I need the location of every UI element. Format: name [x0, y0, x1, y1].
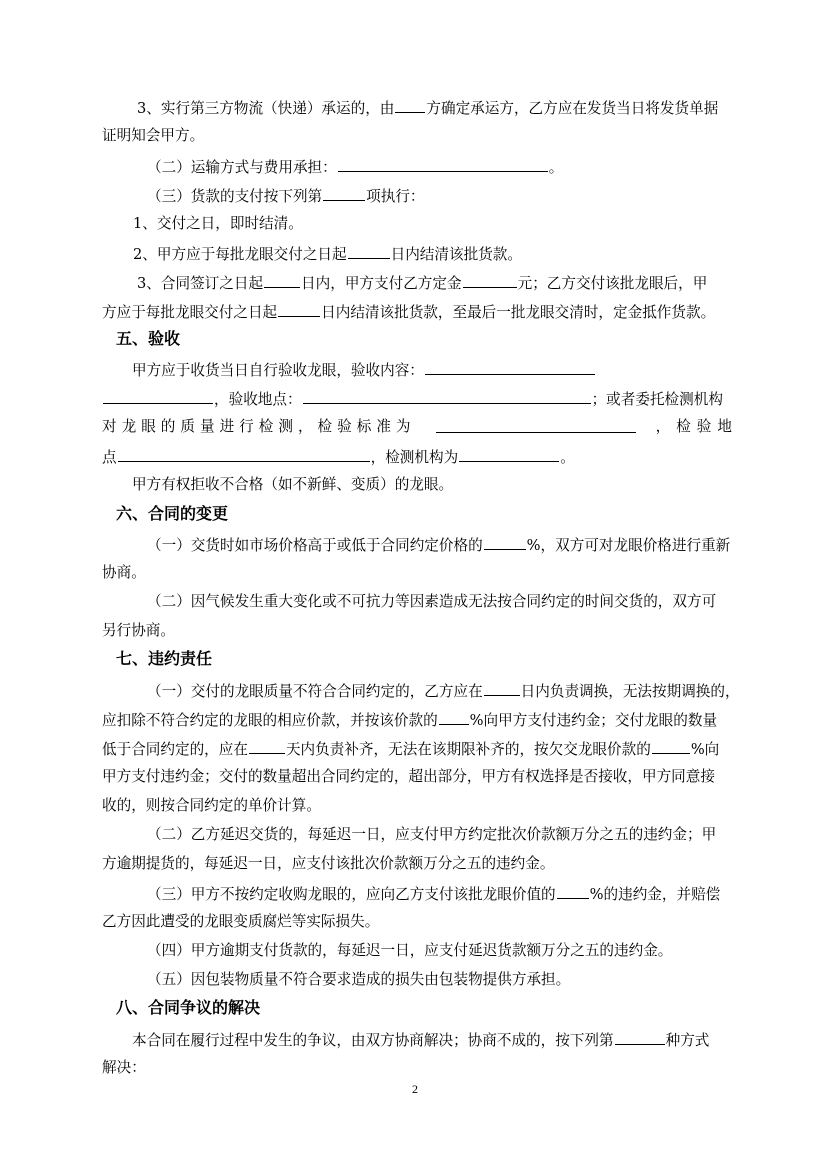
text-span: 。: [560, 449, 575, 466]
text-span: 对龙眼的质量进行检测，检验标准为: [102, 418, 416, 435]
fill-blank: [425, 359, 595, 375]
text-span: 。: [548, 159, 564, 176]
text-span: 2、甲方应于每批龙眼交付之日起: [133, 246, 347, 263]
fill-blank: [338, 156, 548, 172]
text-span: 点: [102, 449, 117, 466]
acceptance-line-4: [102, 446, 575, 468]
amendment-line-3: （二）因气候发生重大变化或不可抗力等因素造成无法按合同约定的时间交货的，双方可: [147, 593, 717, 610]
text-span: %，双方可对龙眼价格进行重新: [526, 537, 731, 554]
fill-blank: [652, 738, 690, 754]
fill-blank: [459, 446, 559, 462]
acceptance-line-3: [102, 417, 738, 437]
text-span: %向甲方支付违约金；交付龙眼的数量: [469, 712, 718, 729]
acceptance-line-5: 甲方有权拒收不合格（如不新鲜、变质）的龙眼。: [132, 476, 454, 493]
liability-line-2: [102, 709, 717, 731]
payment-method-line: [147, 185, 425, 207]
liability-line-3: [102, 738, 719, 760]
dispute-line-2: 解决：: [102, 1059, 146, 1076]
text-span: 日内结清该批货款。: [390, 246, 522, 263]
liability-line-6: （二）乙方延迟交货的，每延迟一日，应支付甲方约定批次价款额万分之五的违约金；甲: [147, 826, 717, 843]
liability-line-7: 方逾期提货的，每延迟一日，应支付该批次价款额万分之五的违约金。: [102, 855, 555, 872]
logistics-clause-line-2: 证明知会甲方。: [102, 127, 205, 144]
fill-blank: [118, 446, 370, 462]
transport-cost-line: [147, 156, 563, 178]
text-span: 方应于每批龙眼交付之日起: [102, 304, 278, 321]
text-span: （二）运输方式与费用承担：: [147, 159, 337, 176]
text-span: ，验收地点：: [214, 391, 302, 408]
liability-line-10: （四）甲方逾期支付货款的，每延迟一日，应支付延迟货款额万分之五的违约金。: [147, 942, 673, 959]
amendment-line-1: [147, 534, 730, 556]
fill-blank: [615, 1029, 665, 1045]
liability-line-11: （五）因包装物质量不符合要求造成的损失由包装物提供方承担。: [147, 971, 571, 988]
section-heading-dispute: 八、合同争议的解决: [116, 998, 261, 1017]
fill-blank: [249, 738, 285, 754]
logistics-clause-line-1: [137, 97, 718, 119]
liability-line-5: 收的，则按合同约定的单价计算。: [102, 797, 321, 814]
payment-option-3-line-1: [137, 272, 707, 294]
dispute-line-1: [132, 1029, 709, 1051]
text-span: 低于合同约定的，应在: [102, 741, 248, 758]
fill-blank: [278, 301, 320, 317]
fill-blank: [557, 883, 589, 899]
text-span: ；或者委托检测机构: [591, 391, 723, 408]
fill-blank: [395, 97, 425, 113]
payment-option-2: [133, 243, 522, 265]
text-span: 日内结清该批货款，至最后一批龙眼交清时，定金抵作货款。: [321, 304, 716, 321]
fill-blank: [264, 272, 300, 288]
fill-blank: [323, 185, 365, 201]
acceptance-line-2: [102, 388, 723, 410]
amendment-line-2: 协商。: [102, 564, 146, 581]
section-heading-liability: 七、违约责任: [116, 649, 213, 668]
text-span: 应扣除不符合约定的龙眼的相应价款，并按该价款的: [102, 712, 438, 729]
fill-blank: [463, 272, 517, 288]
text-span: 种方式: [665, 1032, 710, 1049]
liability-line-8: [147, 883, 720, 905]
liability-line-1: [147, 680, 740, 702]
amendment-line-4: 另行协商。: [102, 622, 175, 639]
text-span: （三）甲方不按约定收购龙眼的，应向乙方支付该批龙眼价值的: [147, 886, 556, 903]
text-span: 3、合同签订之日起: [137, 275, 264, 292]
payment-option-1: 1、交付之日，即时结清。: [133, 215, 303, 232]
text-span: （一）交付的龙眼质量不符合合同约定的，乙方应在: [147, 683, 483, 700]
liability-line-9: 乙方因此遭受的龙眼变质腐烂等实际损失。: [102, 913, 380, 930]
payment-option-3-line-2: [102, 301, 715, 323]
acceptance-line-1: [132, 359, 596, 381]
text-span: ，检验地: [655, 418, 738, 435]
fill-blank: [439, 709, 469, 725]
text-span: 日内负责调换，无法按期调换的，: [520, 683, 740, 700]
text-span: （一）交货时如市场价格高于或低于合同约定价格的: [147, 537, 483, 554]
fill-blank: [436, 417, 636, 433]
text-span: （三）货款的支付按下列第: [147, 188, 323, 205]
fill-blank: [484, 534, 526, 550]
text-span: %的违约金，并赔偿: [589, 886, 721, 903]
text-span: 日内，甲方支付乙方定金: [301, 275, 462, 292]
text-span: 元；乙方交付该批龙眼后，甲: [517, 275, 708, 292]
section-heading-amendment: 六、合同的变更: [116, 504, 229, 523]
text-span: %向: [690, 741, 720, 758]
page-number: 2: [412, 1082, 418, 1096]
fill-blank: [103, 388, 213, 404]
liability-line-4: 甲方支付违约金；交付的数量超出合同约定的，超出部分，甲方有权选择是否接收，甲方同意接: [102, 768, 715, 785]
text-span: 项执行：: [366, 188, 425, 205]
text-span: 本合同在履行过程中发生的争议，由双方协商解决；协商不成的，按下列第: [132, 1032, 614, 1049]
text-span: 天内负责补齐，无法在该期限补齐的，按欠交龙眼价款的: [285, 741, 651, 758]
fill-blank: [303, 388, 591, 404]
text-span: 甲方应于收货当日自行验收龙眼，验收内容：: [132, 362, 424, 379]
section-heading-acceptance: 五、验收: [116, 329, 181, 348]
fill-blank: [484, 680, 520, 696]
fill-blank: [348, 243, 390, 259]
text-span: 方确定承运方，乙方应在发货当日将发货单据: [426, 100, 719, 117]
text-span: ，检测机构为: [370, 449, 459, 466]
text-span: 3、实行第三方物流（快递）承运的，由: [137, 100, 395, 117]
